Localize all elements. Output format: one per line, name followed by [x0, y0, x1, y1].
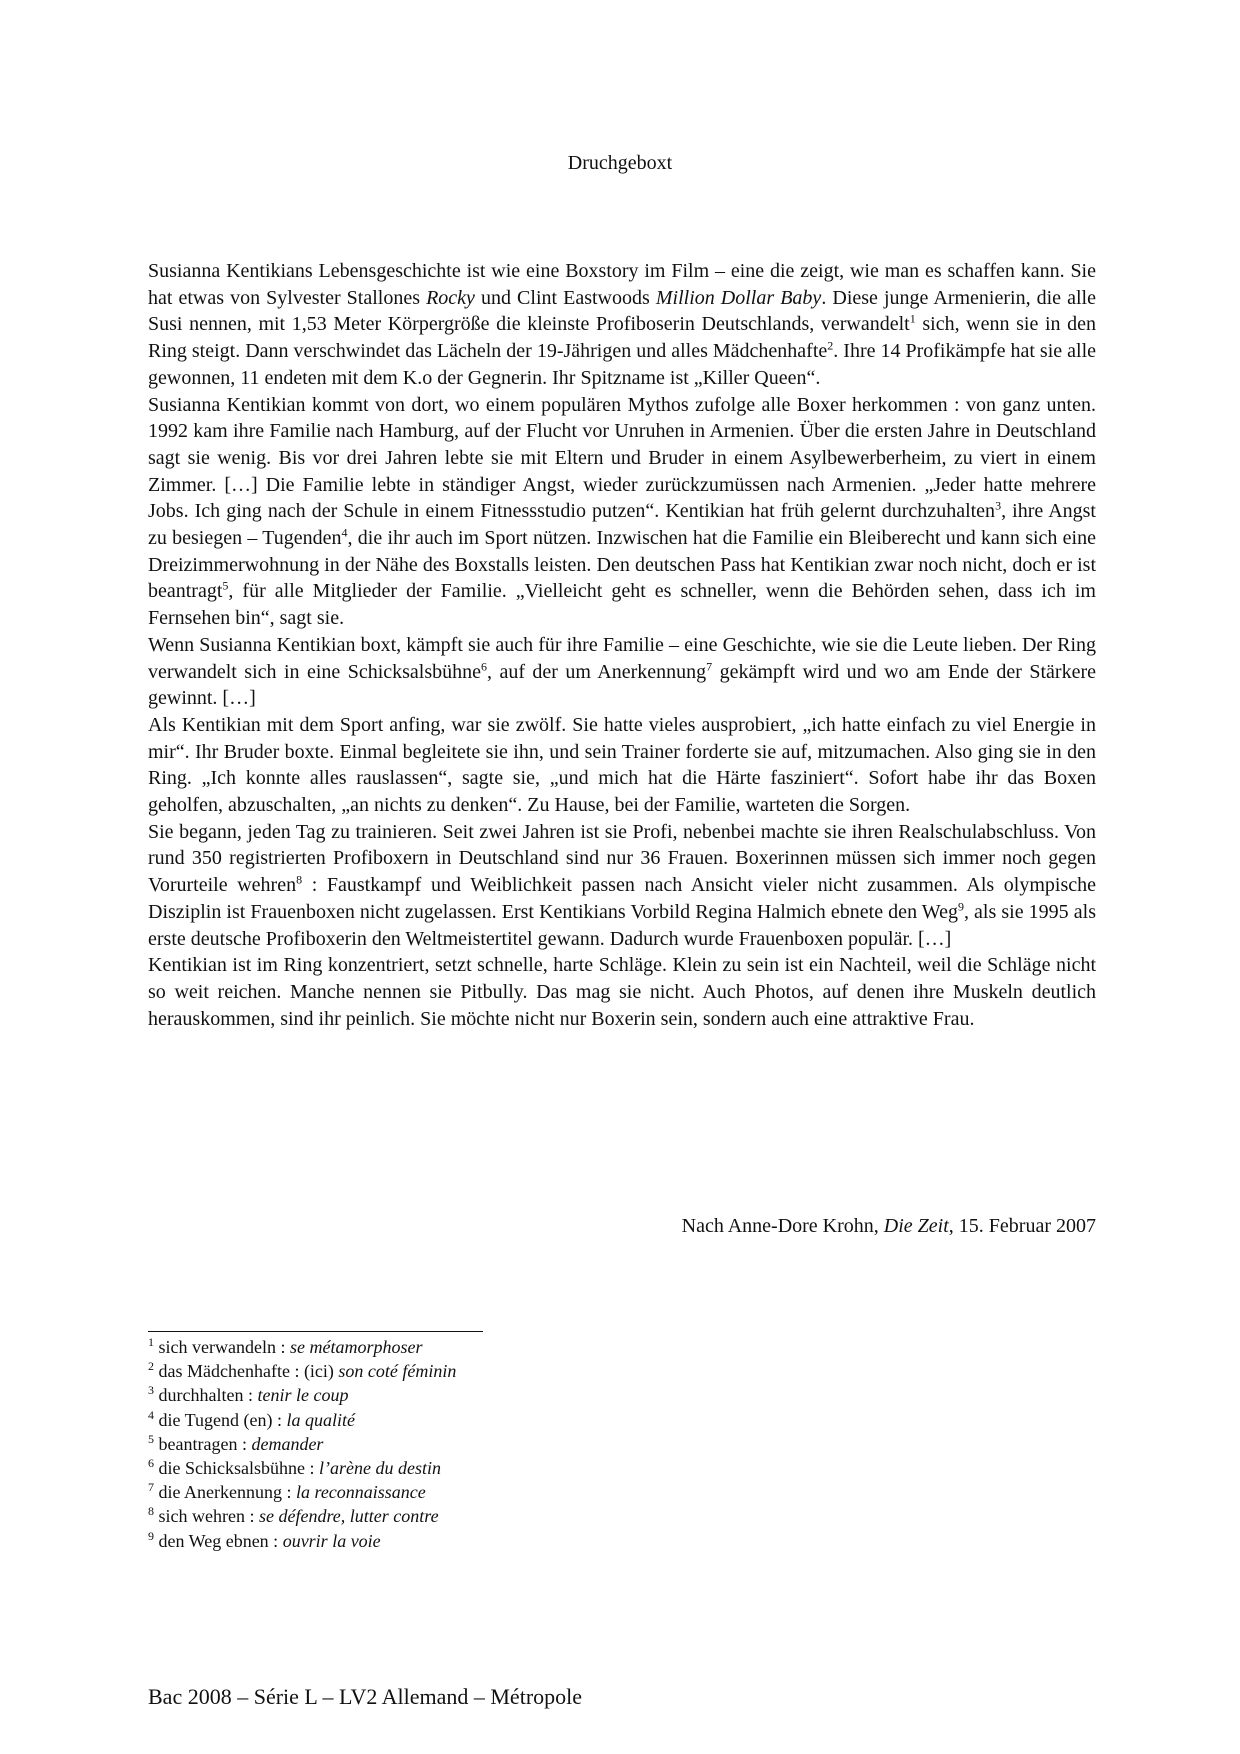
text-run: gekämpft wird und wo am Ende der Stärkere gewinnt. […] — [148, 660, 1096, 710]
footnote-translation: la qualité — [286, 1409, 355, 1430]
footnote-number: 8 — [148, 1504, 154, 1519]
footnote-ref: 8 — [296, 872, 303, 887]
footnote-term: die Schicksalsbühne : — [154, 1458, 319, 1479]
footnote-divider — [148, 1331, 483, 1332]
text-run: Sie begann, jeden Tag zu trainieren. Seit zwei Jahren ist sie Profi, nebenbei machte sie ihren Realschulabschluss. Von rund 350 registrierten Profiboxern in Deutschland sind nur 36 Frauen. Boxerinnen müssen sich immer noch gegen Vorurteile wehren — [148, 820, 1096, 897]
text-run: . Ihre 14 Profikämpfe hat sie alle gewonnen, 11 endeten mit dem K.o der Gegnerin. Ihr Spitzname ist „Killer Queen“. — [148, 340, 1096, 389]
paragraph-2 — [148, 392, 1096, 632]
text-run: Als Kentikian mit dem Sport anfing, war sie zwölf. Sie hatte vieles ausprobiert, „ich hatte einfach zu viel Energie in mir“. Ihr Bruder boxte. Einmal begleitete sie ihn, und sein Trainer forderte sie auf, mitzumachen. Also ging sie in den Ring. „Ich konnte alles rauslassen“, sagte sie, „und mich hat die Härte fasziniert“. Sofort habe ihr das Boxen geholfen, abzuschalten, „an nichts zu denken“. Zu Hause, bei der Familie, warteten die Sorgen. — [148, 713, 1096, 817]
footnote-number: 3 — [148, 1383, 154, 1398]
footnote-ref: 7 — [706, 658, 713, 673]
footnotes-list — [148, 1335, 748, 1553]
text-run: , für alle Mitglieder der Familie. „Vielleicht geht es schneller, wenn die Behörden sehen, dass ich im Fernsehen bin“, sagt sie. — [148, 580, 1096, 630]
footnote-ref: 1 — [909, 311, 916, 326]
text-run: Wenn Susianna Kentikian boxt, kämpft sie auch für ihre Familie – eine Geschichte, wie sie die Leute lieben. Der Ring verwandelt sich in eine Schicksalsbühne — [148, 633, 1096, 683]
footnote-translation: la reconnaissance — [295, 1482, 426, 1503]
article-body — [148, 258, 1096, 1032]
footnote — [148, 1529, 748, 1553]
footnote-ref: 6 — [481, 658, 487, 673]
source-citation — [148, 1213, 1096, 1239]
text-run: , die ihr auch im Sport nützen. Inzwischen hat die Familie ein Bleiberecht und kann sich eine Dreizimmerwohnung in der Nähe des Boxstalls leisten. Den deutschen Pass hat Kentikian zwar noch nicht, doch er ist beantragt — [148, 527, 1096, 603]
footnote — [148, 1359, 748, 1383]
footnote — [148, 1335, 748, 1359]
source-publication: Die Zeit — [883, 1215, 949, 1237]
footnote-ref: 4 — [341, 525, 348, 540]
text-run: : Faustkampf und Weiblichkeit passen nach Ansicht vieler nicht zusammen. Als olympische Disziplin ist Frauenboxen nicht zugelassen. Erst Kentikians Vorbild Regina Halmich ebnete den Weg — [148, 874, 1097, 923]
footnote-ref: 9 — [957, 899, 964, 914]
source-date: , 15. Februar 2007 — [948, 1215, 1096, 1237]
paragraph-5 — [148, 819, 1096, 953]
footnote-ref: 2 — [827, 338, 834, 353]
footnote — [148, 1456, 748, 1480]
footnote-number: 7 — [148, 1480, 154, 1495]
footnote — [148, 1408, 748, 1432]
footnote-translation: se défendre, lutter contre — [258, 1506, 439, 1527]
document-title: Druchgeboxt — [567, 152, 673, 174]
text-run: , auf der um Anerkennung — [487, 660, 707, 683]
footnote-translation: tenir le coup — [257, 1385, 349, 1406]
footnote-number: 5 — [148, 1431, 154, 1446]
work-title: Million Dollar Baby — [655, 286, 822, 309]
paragraph-1 — [148, 258, 1096, 392]
paragraph-4 — [148, 712, 1096, 819]
paragraph-3 — [148, 632, 1096, 712]
footnote — [148, 1480, 748, 1504]
source-prefix: Nach Anne-Dore Krohn, — [681, 1215, 884, 1237]
footnote — [148, 1504, 748, 1528]
footnote-translation: son coté féminin — [338, 1361, 457, 1382]
footnote-translation: se métamorphoser — [289, 1337, 423, 1357]
footnote-term: die Anerkennung : — [154, 1482, 296, 1503]
footnote-translation: demander — [251, 1433, 324, 1454]
footnote — [148, 1383, 748, 1407]
text-run: . Diese junge Armenierin, die alle Susi nennen, mit 1,53 Meter Körpergröße die kleinste Profiboserin Deutschlands, verwandelt — [148, 286, 1096, 336]
footnote-translation: l’arène du destin — [318, 1458, 441, 1479]
footnote-number: 9 — [148, 1528, 154, 1543]
footnote-number: 6 — [148, 1456, 154, 1471]
footnote-term: beantragen : — [154, 1433, 252, 1454]
footnote-ref: 3 — [995, 498, 1002, 513]
footnote-term: sich verwandeln : — [154, 1337, 290, 1357]
footnote-number: 4 — [148, 1407, 154, 1422]
text-run: Susianna Kentikian kommt von dort, wo einem populären Mythos zufolge alle Boxer herkommen : von ganz unten. 1992 kam ihre Familie nach Hamburg, auf der Flucht vor Unruhen in Armenien. Über die ersten Jahre in Deutschland sagt sie wenig. Bis vor drei Jahren lebte sie mit Eltern und Bruder in einem Asylbewerberheim, zu viert in einem Zimmer. […] Die Familie lebte in ständiger Angst, wieder zurückzumüssen nach Armenien. „Jeder hatte mehrere Jobs. Ich ging nach der Schule in einem Fitnessstudio putzen“. Kentikian hat früh gelernt durchzuhalten — [148, 393, 1096, 523]
paragraph-6 — [148, 952, 1096, 1032]
footnote-term: das Mädchenhafte : (ici) — [154, 1361, 339, 1382]
text-run: , als sie 1995 als erste deutsche Profiboxerin den Weltmeistertitel gewann. Dadurch wurde Frauenboxen populär. […] — [148, 900, 1096, 950]
text-run: sich, wenn sie in den Ring steigt. Dann verschwindet das Lächeln der 19-Jährigen und alles Mädchenhafte — [148, 313, 1097, 363]
footnote-term: durchhalten : — [154, 1385, 258, 1406]
page-footer: Bac 2008 – Série L – LV2 Allemand – Métropole — [148, 1684, 583, 1709]
text-run: Susianna Kentikians Lebensgeschichte ist wie eine Boxstory im Film – eine die zeigt, wie man es schaffen kann. Sie hat etwas von Sylvester Stallones — [148, 260, 1096, 309]
footnote — [148, 1432, 748, 1456]
footnote-number: 1 — [148, 1335, 154, 1349]
footnote-translation: ouvrir la voie — [282, 1530, 381, 1551]
work-title: Rocky — [426, 286, 475, 309]
footnote-number: 2 — [148, 1359, 154, 1374]
text-run: und Clint Eastwoods — [474, 286, 656, 309]
footnote-ref: 5 — [222, 578, 229, 593]
footnote-term: den Weg ebnen : — [154, 1530, 283, 1551]
footnote-term: die Tugend (en) : — [154, 1409, 287, 1430]
footnote-term: sich wehren : — [154, 1506, 259, 1527]
text-run: Kentikian ist im Ring konzentriert, setzt schnelle, harte Schläge. Klein zu sein ist ein Nachteil, weil die Schläge nicht so weit reichen. Manche nennen sie Pitbully. Das mag sie nicht. Auch Photos, auf denen ihre Muskeln deutlich herauskommen, sind ihr peinlich. Sie möchte nicht nur Boxerin sein, sondern auch eine attraktive Frau. — [148, 954, 1096, 1030]
text-run: , ihre Angst zu besiegen – Tugenden — [148, 500, 1096, 550]
